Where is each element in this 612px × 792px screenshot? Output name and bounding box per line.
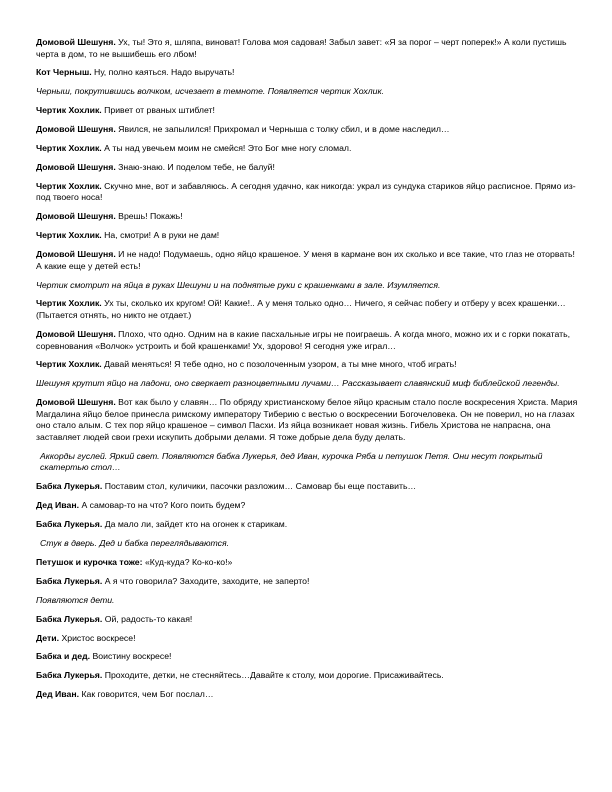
speaker-name: Домовой Шешуня.	[36, 249, 116, 260]
speaker-name: Бабка Лукерья.	[36, 575, 103, 586]
speaker-name: Бабка Лукерья.	[36, 519, 103, 530]
speaker-name: Бабка Лукерья.	[36, 670, 103, 681]
dialogue-text: Скучно мне, вот и забавляюсь. А сегодня удачно, как никогда: украл из сундука стариков яйцо расписное. Прямо из-под твоего носа!	[36, 180, 576, 203]
dialogue-text: Ну, полно каяться. Надо выручать!	[91, 67, 235, 78]
speaker-name: Бабка и дед.	[36, 651, 91, 662]
dialogue-text: Привет от рваных штиблет!	[101, 105, 215, 116]
dialogue-line	[36, 481, 580, 493]
speaker-name: Кот Черныш.	[36, 67, 92, 78]
dialogue-text: Проходите, детки, не стесняйтесь…Давайте к столу, мои дорогие. Присаживайтесь.	[102, 670, 444, 681]
speaker-name: Чертик Хохлик.	[36, 143, 102, 154]
dialogue-text: А ты над увечьем моим не смейся! Это Бог мне ногу сломал.	[101, 143, 352, 154]
dialogue-line	[36, 329, 580, 352]
dialogue-line	[36, 397, 580, 443]
speaker-name: Домовой Шешуня.	[36, 37, 116, 47]
stage-direction: Стук в дверь. Дед и бабка переглядываются.	[40, 538, 230, 549]
dialogue-line	[36, 633, 580, 645]
dialogue-text: Явился, не запылился! Прихромал и Черныша с толку сбил, и в доме наследил…	[115, 124, 450, 135]
speaker-name: Домовой Шешуня.	[36, 161, 116, 172]
dialogue-text: Врешь! Покажь!	[115, 211, 183, 222]
dialogue-line	[36, 359, 580, 371]
dialogue-line	[36, 689, 580, 701]
dialogue-line	[36, 519, 580, 531]
speaker-name: Домовой Шешуня.	[36, 397, 116, 408]
speaker-name: Домовой Шешуня.	[36, 124, 116, 135]
dialogue-text: Ой, радость-то какая!	[102, 613, 193, 624]
speaker-name: Дед Иван.	[36, 500, 80, 511]
dialogue-text: Ух ты, сколько их кругом! Ой! Какие!.. А у меня только одно… Ничего, я сейчас побегу и отберу у всех крашенки… (Пытается отнять, но никто не отдает.)	[36, 298, 566, 321]
speaker-name: Петушок и курочка тоже:	[36, 556, 143, 567]
dialogue-text: И не надо! Подумаешь, одно яйцо крашеное. У меня в кармане вон их сколько и все такие, что глаз не оторвать! А какие еще у детей есть!	[36, 249, 575, 271]
speaker-name: Чертик Хохлик.	[36, 298, 102, 309]
dialogue-text: Знаю-знаю. И поделом тебе, не балуй!	[115, 161, 275, 172]
dialogue-line	[36, 162, 580, 174]
dialogue-line	[36, 230, 580, 242]
dialogue-text: Христос воскресе!	[59, 632, 136, 643]
dialogue-text: На, смотри! А в руки не дам!	[101, 230, 220, 241]
dialogue-line	[36, 181, 580, 204]
dialogue-text: Ух, ты! Это я, шляпа, виноват! Голова моя садовая! Забыл завет: «Я за порог – черт поперек!» А коли пустишь черта в дом, то не вышибешь его лбом!	[36, 37, 567, 59]
dialogue-line	[36, 105, 580, 117]
dialogue-text: А я что говорила? Заходите, заходите, не заперто!	[102, 575, 310, 586]
speaker-name: Чертик Хохлик.	[36, 105, 102, 116]
speaker-name: Бабка Лукерья.	[36, 481, 103, 492]
dialogue-text: Воистину воскресе!	[90, 651, 172, 662]
dialogue-line	[36, 500, 580, 512]
dialogue-line	[36, 249, 580, 272]
dialogue-text: А самовар-то на что? Кого поить будем?	[79, 500, 246, 511]
speaker-name: Дед Иван.	[36, 689, 80, 700]
speaker-name: Чертик Хохлик.	[36, 180, 102, 191]
dialogue-line	[36, 576, 580, 588]
dialogue-text: Как говорится, чем Бог послал…	[79, 689, 214, 700]
document-body	[36, 37, 580, 708]
speaker-name: Чертик Хохлик.	[36, 230, 102, 241]
speaker-name: Дети.	[36, 632, 60, 643]
stage-direction: Шешуня крутит яйцо на ладони, оно сверкает разноцветными лучами… Рассказывает славянский миф библейской легенды.	[36, 378, 560, 389]
dialogue-line	[36, 298, 580, 321]
dialogue-line	[36, 651, 580, 663]
dialogue-line	[36, 143, 580, 155]
dialogue-line	[36, 614, 580, 626]
speaker-name: Чертик Хохлик.	[36, 359, 102, 370]
dialogue-line	[36, 124, 580, 136]
dialogue-line	[36, 37, 580, 60]
stage-direction: Черныш, покрутившись волчком, исчезает в темноте. Появляется чертик Хохлик.	[36, 86, 384, 97]
stage-direction: Аккорды гуслей. Яркий свет. Появляются бабка Лукерья, дед Иван, курочка Ряба и петушок Петя. Они несут покрытый скатертью стол…	[40, 450, 543, 473]
dialogue-text: «Куд-куда? Ко-ко-ко!»	[142, 556, 233, 567]
speaker-name: Домовой Шешуня.	[36, 328, 116, 339]
stage-direction: Появляются дети.	[36, 594, 115, 605]
dialogue-text: Да мало ли, зайдет кто на огонек к старикам.	[102, 519, 288, 530]
dialogue-line	[36, 670, 580, 682]
dialogue-line	[36, 557, 580, 569]
dialogue-line	[36, 211, 580, 223]
dialogue-text: Поставим стол, куличики, пасочки разложим… Самовар бы еще поставить…	[102, 481, 417, 492]
stage-direction: Чертик смотрит на яйца в руках Шешуни и на поднятые руки с крашенками в зале. Изумляется.	[36, 279, 441, 290]
dialogue-text: Плохо, что одно. Одним на в какие пасхальные игры не поиграешь. А когда много, можно их и с горки покатать, соревнования «Волчок» устроить и бой крашенками! Ух, здорово! Я сегодня уже играл…	[36, 328, 571, 351]
dialogue-text: Вот как было у славян… По обряду христианскому белое яйцо красным стало после воскресения Христа. Мария Магдалина яйцо белое принесла римскому императору Тиберию с вестью о воскресении Богочеловека. Он не поверил, но на глазах оно стало алым. С тех пор яйцо крашеное – символ Пасхи. Из яйца возникает новая жизнь. Гибель Христова не напрасна, она заставляет людей свои грехи искупить добрыми делами. Я тоже добрые дела буду делать.	[36, 397, 578, 442]
speaker-name: Бабка Лукерья.	[36, 613, 103, 624]
dialogue-text: Давай меняться! Я тебе одно, но с позолоченным узором, а ты мне много, чтоб играть!	[101, 359, 457, 370]
speaker-name: Домовой Шешуня.	[36, 211, 116, 222]
dialogue-line	[36, 67, 580, 79]
